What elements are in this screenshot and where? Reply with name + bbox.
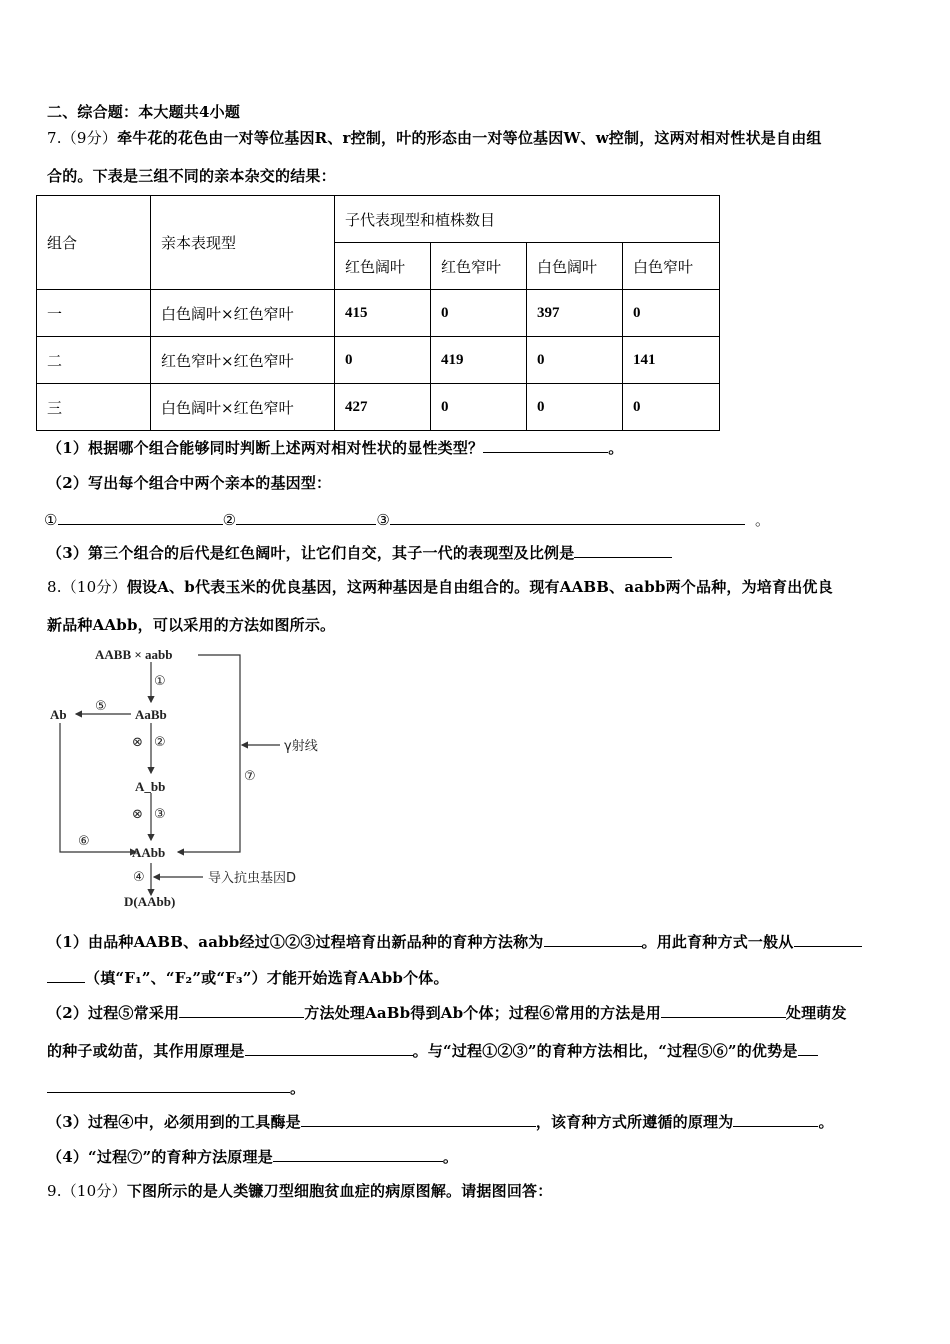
header-phenotype: 白色窄叶: [623, 243, 720, 290]
cell-count: 0: [335, 337, 431, 384]
answer-blank[interactable]: [58, 510, 223, 525]
header-phenotype: 白色阔叶: [527, 243, 623, 290]
answer-blank[interactable]: [798, 1041, 818, 1056]
cell-count: 0: [527, 337, 623, 384]
cell-count: 415: [335, 290, 431, 337]
answer-blank[interactable]: [301, 1112, 536, 1127]
q8-sub4: （4）“过程⑦”的育种方法原理是 。: [47, 1148, 459, 1166]
answer-blank[interactable]: [47, 968, 85, 983]
header-parents: 亲本表现型: [151, 196, 335, 290]
cell-count: 141: [623, 337, 720, 384]
cell-parents: 红色窄叶×红色窄叶: [151, 337, 335, 384]
q8-stem-line1: 8.（10分）假设A、b代表玉米的优良基因，这两种基因是自由组合的。现有AABB、aabb两个品种，为培育出优良: [47, 578, 833, 596]
answer-blank[interactable]: [236, 510, 376, 525]
cell-count: 397: [527, 290, 623, 337]
q8-sub2-line2: 的种子或幼苗，其作用原理是 。与“过程①②③”的育种方法相比，“过程⑤⑥”的优势是: [47, 1041, 818, 1061]
q7-number: 7.: [47, 129, 62, 147]
step-6: ⑥: [78, 834, 90, 849]
answer-blank[interactable]: [390, 510, 745, 525]
answer-blank[interactable]: [483, 438, 608, 453]
cell-group: 二: [37, 337, 151, 384]
diagram-f2: A_bb: [135, 779, 166, 794]
q7-sub2: （2）写出每个组合中两个亲本的基因型：: [47, 474, 332, 492]
diagram-final: D(AAbb): [124, 894, 176, 909]
diagram-gene-import: 导入抗虫基因D: [208, 871, 297, 886]
q7-sub2-blanks: ① ② ③ 。: [44, 511, 771, 529]
header-offspring: 子代表现型和植株数目: [335, 196, 720, 243]
cell-count: 419: [431, 337, 527, 384]
q8-sub3: （3）过程④中，必须用到的工具酶是 ，该育种方式所遵循的原理为 。: [47, 1113, 834, 1131]
answer-blank[interactable]: [47, 1078, 290, 1093]
q7-results-table: [36, 195, 720, 431]
selfing-icon: ⊗: [132, 735, 143, 750]
table-row: [37, 337, 720, 384]
q7-stem-line1: [47, 128, 822, 148]
q8-sub1-line2: （填“F₁”、“F₂”或“F₃”）才能开始选育AAbb个体。: [47, 968, 449, 988]
step-7: ⑦: [244, 769, 256, 784]
cell-count: 0: [623, 290, 720, 337]
header-phenotype: 红色窄叶: [431, 243, 527, 290]
selfing-icon: ⊗: [132, 807, 143, 822]
cell-parents: 白色阔叶×红色窄叶: [151, 290, 335, 337]
q8-sub2-line3: 。: [47, 1078, 305, 1098]
answer-blank[interactable]: [179, 1003, 304, 1018]
q7-sub3: （3）第三个组合的后代是红色阔叶，让它们自交，其子一代的表现型及比例是: [47, 543, 672, 563]
cell-count: 0: [623, 384, 720, 431]
cell-parents: 白色阔叶×红色窄叶: [151, 384, 335, 431]
diagram-parents: AABB × aabb: [95, 647, 173, 662]
cell-count: 427: [335, 384, 431, 431]
answer-blank[interactable]: [794, 932, 862, 947]
q8-sub2-line1: （2）过程⑤常采用 方法处理AaBb得到Ab个体；过程⑥常用的方法是用 处理萌发: [47, 1004, 847, 1022]
diagram-f1: AaBb: [135, 707, 167, 722]
q8-stem-line2: 新品种AAbb，可以采用的方法如图所示。: [47, 616, 336, 634]
diagram-haploid: Ab: [50, 707, 67, 722]
answer-blank[interactable]: [574, 543, 672, 558]
q9-stem: 9.（10分）下图所示的是人类镰刀型细胞贫血症的病原图解。请据图回答：: [47, 1182, 553, 1200]
step-5: ⑤: [95, 699, 107, 714]
table-row: [37, 384, 720, 431]
q7-score: （9分）: [61, 129, 118, 147]
step-4: ④: [133, 870, 145, 885]
cell-count: 0: [431, 290, 527, 337]
cell-group: 一: [37, 290, 151, 337]
breeding-diagram: [48, 645, 328, 915]
cell-count: 0: [527, 384, 623, 431]
step-2: ②: [154, 735, 166, 750]
answer-blank[interactable]: [661, 1003, 786, 1018]
header-phenotype: 红色阔叶: [335, 243, 431, 290]
step-1: ①: [154, 674, 166, 689]
answer-blank[interactable]: [273, 1147, 443, 1162]
q7-stem-line2: 合的。下表是三组不同的亲本杂交的结果：: [47, 167, 336, 185]
cell-count: 0: [431, 384, 527, 431]
table-row: [37, 290, 720, 337]
step-3: ③: [154, 807, 166, 822]
q7-stem: 牵牛花的花色由一对等位基因R、r控制，叶的形态由一对等位基因W、w控制，这两对相对性状是自由组: [117, 129, 822, 147]
answer-blank[interactable]: [245, 1041, 413, 1056]
q8-sub1-line1: （1）由品种AABB、aabb经过①②③过程培育出新品种的育种方法称为 。用此育种方式一般从: [47, 932, 862, 952]
diagram-target: AAbb: [132, 845, 166, 860]
header-group: 组合: [37, 196, 151, 290]
cell-group: 三: [37, 384, 151, 431]
answer-blank[interactable]: [544, 932, 642, 947]
answer-blank[interactable]: [733, 1112, 818, 1127]
section-heading: 二、综合题：本大题共4小题: [47, 103, 241, 121]
q7-sub1: （1）根据哪个组合能够同时判断上述两对相对性状的显性类型？ 。: [47, 439, 624, 457]
diagram-gamma: γ射线: [284, 739, 318, 754]
